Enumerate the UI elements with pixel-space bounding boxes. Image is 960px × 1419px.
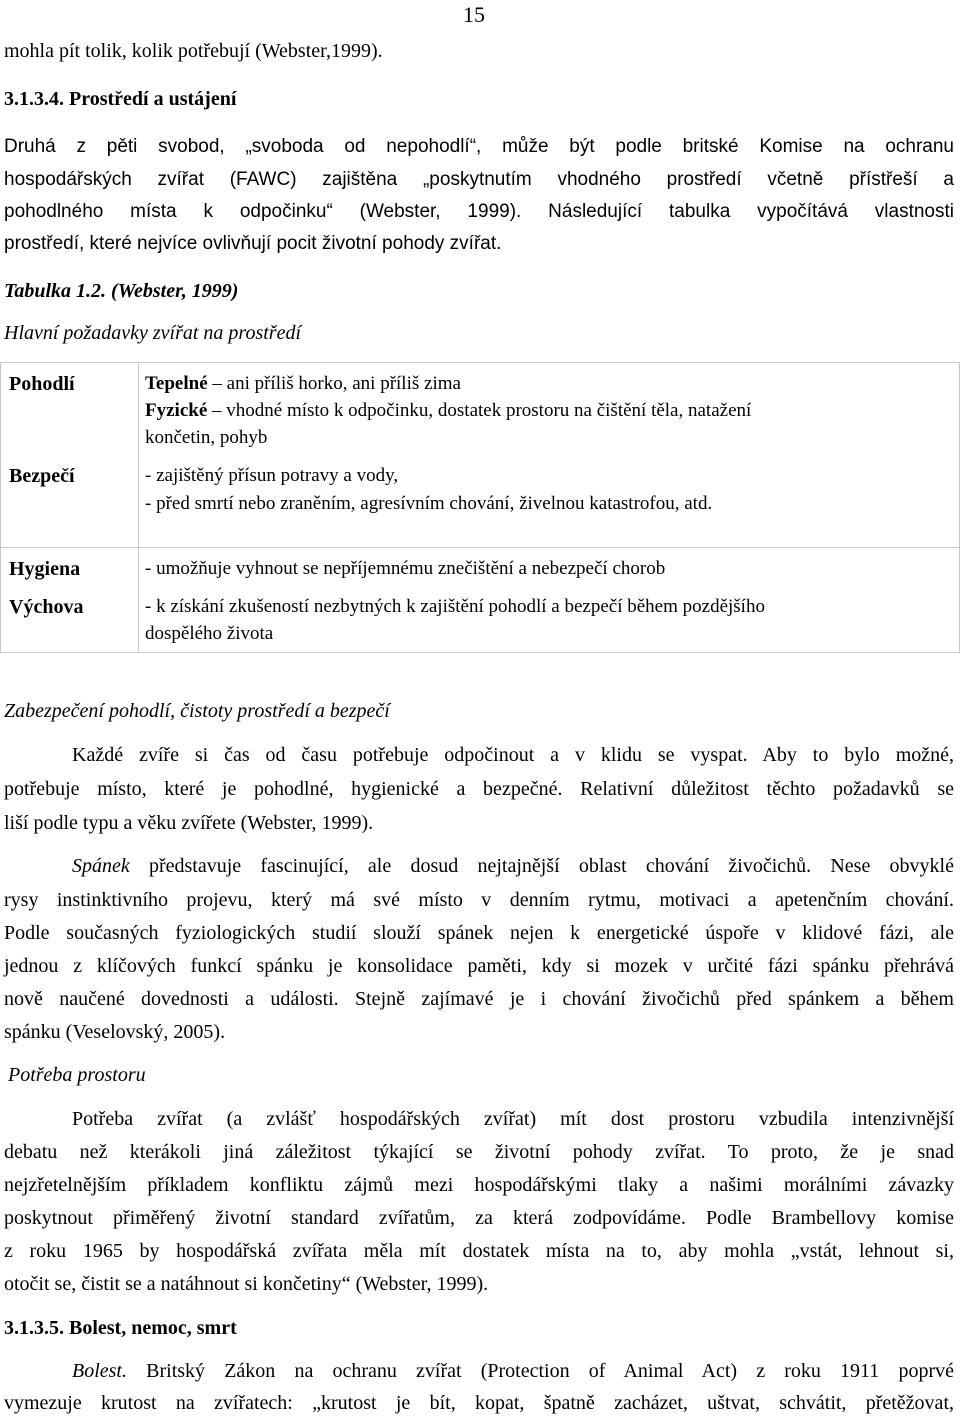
section3-line: Spánek představuje fascinující, ale dosud nejtajnější oblast chování živočichů. Nese obvyklé <box>72 855 954 877</box>
page-number: 15 <box>463 2 485 27</box>
section4-line: otočit se, čistit se a natáhnout si končetiny“ (Webster, 1999). <box>4 1273 489 1295</box>
section3-line: spánku (Veselovský, 2005). <box>4 1021 226 1043</box>
section5-line: Bolest. Britský Zákon na ochranu zvířat (Protection of Animal Act) z roku 1911 poprvé <box>72 1360 954 1382</box>
section-heading-zabezpeceni: Zabezpečení pohodlí, čistoty prostředí a bezpečí <box>4 700 390 722</box>
table-cell-line: - před smrtí nebo zraněním, agresívním chování, živelnou katastrofou, atd. <box>145 493 713 514</box>
table-caption: Tabulka 1.2. (Webster, 1999) <box>4 280 239 302</box>
table-row-label-bezpeci: Bezpečí <box>9 465 75 487</box>
section1-line: Druhá z pěti svobod, „svoboda od nepohodlí“, může být podle britské Komise na ochranu <box>4 136 954 157</box>
section4-line: nejzřetelnějším příkladem konfliktu zájmů mezi hospodářskými tlaky a našimi morálními závazky <box>4 1174 954 1196</box>
section3-line: rysy instinktivního projevu, který má své místo v denním rytmu, motivaci a apetenčním chování. <box>4 889 954 911</box>
table-cell-line: - zajištěný přísun potravy a vody, <box>145 465 399 486</box>
table-cell-line: Fyzické – vhodné místo k odpočinku, dostatek prostoru na čištění těla, natažení <box>145 400 752 421</box>
section4-line: debatu než kterákoli jiná záležitost týkající se životní pohody zvířat. To proto, že je snad <box>4 1141 954 1163</box>
section-heading-3-1-3-5: 3.1.3.5. Bolest, nemoc, smrt <box>4 1317 237 1339</box>
section1-line: prostředí, které nejvíce ovlivňují pocit životní pohody zvířat. <box>4 233 502 254</box>
section3-line: nově naučené dovednosti a události. Stejně zajímavé je i chování živočichů před spánkem a během <box>4 988 954 1010</box>
table-row-label-pohodli: Pohodlí <box>9 373 75 395</box>
table-cell-line: - umožňuje vyhnout se nepříjemnému znečištění a nebezpečí chorob <box>145 558 666 579</box>
section3-line: jednou z klíčových funkcí spánku je konsolidace paměti, kdy si mozek v určité fázi spánku přehrává <box>4 955 954 977</box>
section4-line: poskytnout přiměřený životní standard zvířatům, za která zodpovídáme. Podle Brambellovy komise <box>4 1207 954 1229</box>
table-row-label-vychova: Výchova <box>9 596 84 618</box>
section1-line: pohodlného místa k odpočinku“ (Webster, 1999). Následující tabulka vypočítává vlastnosti <box>4 201 954 222</box>
section2-line: Každé zvíře si čas od času potřebuje odpočinout a v klidu se vyspat. Aby to bylo možné, <box>72 744 954 766</box>
table-cell-line: - k získání zkušeností nezbytných k zajištění pohodlí a bezpečí během pozdějšího <box>145 596 765 617</box>
table-row-label-hygiena: Hygiena <box>9 558 81 580</box>
lead-word-bolest: Bolest. <box>72 1360 127 1382</box>
section5-line: vymezuje krutost na zvířatech: „krutost je bít, kopat, špatně zacházet, uštvat, schvátit, přetěžovat, <box>4 1392 954 1414</box>
section-heading-potreba-prostoru: Potřeba prostoru <box>8 1064 146 1086</box>
table-cell-line: končetin, pohyb <box>145 427 268 448</box>
section4-line: z roku 1965 by hospodářská zvířata měla mít dostatek místa na to, aby mohla „vstát, lehnout si, <box>4 1240 954 1262</box>
intro-line: mohla pít tolik, kolik potřebují (Webster,1999). <box>4 40 383 62</box>
table-cell-line: dospělého života <box>145 623 274 644</box>
lead-word-spanek: Spánek <box>72 855 130 877</box>
table-title: Hlavní požadavky zvířat na prostředí <box>4 322 302 344</box>
section2-line: potřebuje místo, které je pohodlné, hygienické a bezpečné. Relativní důležitost těchto požadavků se <box>4 778 954 800</box>
section4-line: Potřeba zvířat (a zvlášť hospodářských zvířat) mít dost prostoru vzbudila intenzivnější <box>72 1108 954 1130</box>
section-heading-3-1-3-4: 3.1.3.4. Prostředí a ustájení <box>4 88 237 110</box>
table-cell-line: Tepelné – ani příliš horko, ani příliš zima <box>145 373 461 394</box>
section1-line: hospodářských zvířat (FAWC) zajištěna „poskytnutím vhodného prostředí včetně přístřeší a <box>4 169 954 190</box>
section3-line: Podle současných fyziologických studií slouží spánek nejen k energetické úspoře v klidové fázi, ale <box>4 922 954 944</box>
section2-line: liší podle typu a věku zvířete (Webster, 1999). <box>4 812 374 834</box>
